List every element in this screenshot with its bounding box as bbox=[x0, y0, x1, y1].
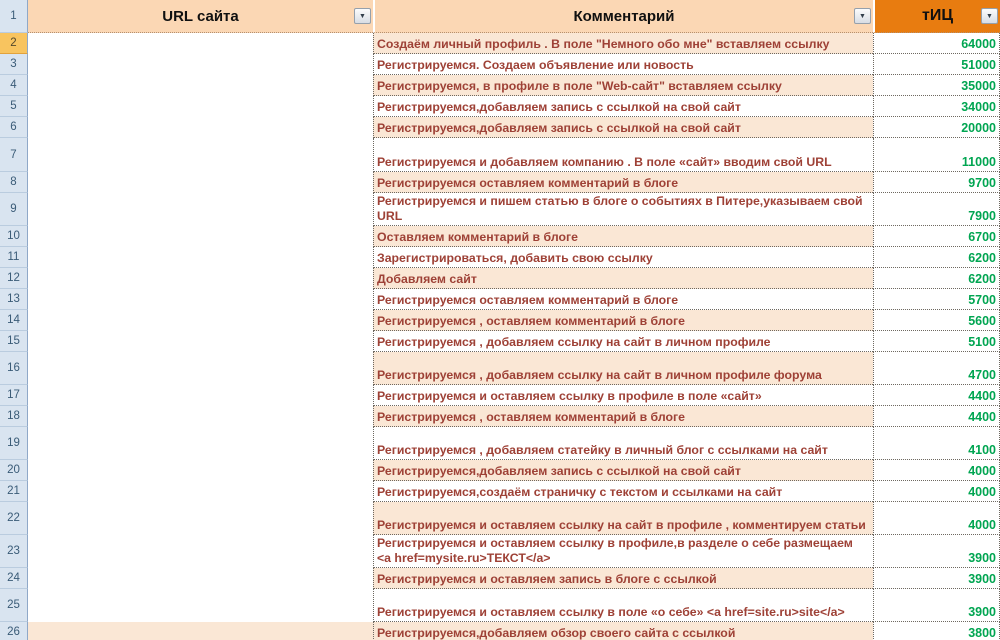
row-number[interactable]: 6 bbox=[0, 117, 28, 138]
url-cell[interactable] bbox=[28, 226, 373, 247]
row-number[interactable]: 3 bbox=[0, 54, 28, 75]
row-number[interactable]: 19 bbox=[0, 427, 28, 460]
comment-cell[interactable]: Регистрируемся и оставляем запись в блоге с ссылкой bbox=[373, 568, 873, 589]
url-cell[interactable] bbox=[28, 406, 373, 427]
comment-cell[interactable]: Регистрируемся и оставляем ссылку на сайт в профиле , комментируем статьи bbox=[373, 502, 873, 535]
comment-cell[interactable]: Регистрируемся и оставляем ссылку в профиле,в разделе о себе размещаем <a href=mysite.ru>ТЕКСТ</a> bbox=[373, 535, 873, 568]
table-row bbox=[0, 247, 1000, 268]
tic-cell[interactable]: 20000 bbox=[873, 117, 1000, 138]
url-cell[interactable] bbox=[28, 568, 373, 589]
url-cell[interactable] bbox=[28, 117, 373, 138]
url-cell[interactable] bbox=[28, 427, 373, 460]
tic-filter-button[interactable] bbox=[981, 8, 998, 24]
url-cell[interactable] bbox=[28, 33, 373, 54]
url-cell[interactable] bbox=[28, 54, 373, 75]
table-row bbox=[0, 385, 1000, 406]
table-row bbox=[0, 502, 1000, 535]
comment-cell[interactable]: Регистрируемся оставляем комментарий в блоге bbox=[373, 172, 873, 193]
tic-cell[interactable]: 3900 bbox=[873, 535, 1000, 568]
url-cell[interactable] bbox=[28, 589, 373, 622]
tic-cell[interactable]: 5700 bbox=[873, 289, 1000, 310]
tic-cell[interactable]: 5100 bbox=[873, 331, 1000, 352]
url-cell[interactable] bbox=[28, 96, 373, 117]
table-row bbox=[0, 289, 1000, 310]
row-number[interactable]: 21 bbox=[0, 481, 28, 502]
row-number[interactable]: 11 bbox=[0, 247, 28, 268]
url-cell[interactable] bbox=[28, 502, 373, 535]
tic-cell[interactable]: 5600 bbox=[873, 310, 1000, 331]
row-number[interactable]: 25 bbox=[0, 589, 28, 622]
column-header-tic[interactable] bbox=[873, 0, 1000, 33]
tic-cell[interactable]: 35000 bbox=[873, 75, 1000, 96]
comment-filter-button[interactable] bbox=[854, 8, 871, 24]
tic-cell[interactable]: 51000 bbox=[873, 54, 1000, 75]
row-number[interactable]: 20 bbox=[0, 460, 28, 481]
row-number[interactable]: 17 bbox=[0, 385, 28, 406]
table-row bbox=[0, 33, 1000, 54]
tic-cell[interactable]: 4100 bbox=[873, 427, 1000, 460]
tic-cell[interactable]: 6200 bbox=[873, 268, 1000, 289]
comment-cell[interactable]: Добавляем сайт bbox=[373, 268, 873, 289]
comment-cell[interactable]: Регистрируемся и оставляем ссылку в поле «о себе» <a href=site.ru>site</a> bbox=[373, 589, 873, 622]
url-cell[interactable] bbox=[28, 138, 373, 172]
row-number[interactable]: 15 bbox=[0, 331, 28, 352]
grid-body bbox=[0, 33, 1000, 640]
filter-dropdown-icon: ▼ bbox=[359, 13, 366, 20]
table-row bbox=[0, 427, 1000, 460]
url-cell[interactable] bbox=[28, 268, 373, 289]
tic-cell[interactable]: 3900 bbox=[873, 589, 1000, 622]
row-number[interactable]: 22 bbox=[0, 502, 28, 535]
comment-cell[interactable]: Регистрируемся,добавляем обзор своего сайта с ссылкой bbox=[373, 622, 873, 640]
tic-cell[interactable]: 11000 bbox=[873, 138, 1000, 172]
comment-cell[interactable]: Регистрируемся и оставляем ссылку в профиле в поле «сайт» bbox=[373, 385, 873, 406]
comment-cell[interactable]: Создаём личный профиль . В поле "Немного обо мне" вставляем ссылку bbox=[373, 33, 873, 54]
tic-cell[interactable]: 4400 bbox=[873, 385, 1000, 406]
comment-cell[interactable]: Регистрируемся , оставляем комментарий в блоге bbox=[373, 406, 873, 427]
table-row bbox=[0, 226, 1000, 247]
tic-cell[interactable]: 64000 bbox=[873, 33, 1000, 54]
header-row bbox=[0, 0, 1000, 33]
table-row bbox=[0, 193, 1000, 226]
table-row bbox=[0, 172, 1000, 193]
row-number[interactable]: 16 bbox=[0, 352, 28, 385]
row-number[interactable]: 23 bbox=[0, 535, 28, 568]
table-row bbox=[0, 535, 1000, 568]
column-header-comment[interactable] bbox=[373, 0, 873, 33]
table-row bbox=[0, 406, 1000, 427]
comment-cell[interactable]: Регистрируемся , добавляем ссылку на сайт в личном профиле bbox=[373, 331, 873, 352]
comment-cell[interactable]: Зарегистрироваться, добавить свою ссылку bbox=[373, 247, 873, 268]
table-row bbox=[0, 310, 1000, 331]
row-number[interactable]: 4 bbox=[0, 75, 28, 96]
row-number[interactable]: 18 bbox=[0, 406, 28, 427]
comment-cell[interactable]: Регистрируемся , добавляем ссылку на сайт в личном профиле форума bbox=[373, 352, 873, 385]
url-cell[interactable] bbox=[28, 481, 373, 502]
row-number[interactable]: 24 bbox=[0, 568, 28, 589]
tic-cell[interactable]: 6700 bbox=[873, 226, 1000, 247]
table-row bbox=[0, 568, 1000, 589]
comment-cell[interactable]: Регистрируемся оставляем комментарий в блоге bbox=[373, 289, 873, 310]
comment-cell[interactable]: Регистрируемся. Создаем объявление или новость bbox=[373, 54, 873, 75]
column-header-url[interactable] bbox=[28, 0, 373, 33]
table-row bbox=[0, 352, 1000, 385]
table-row bbox=[0, 331, 1000, 352]
row-number-header[interactable]: 1 bbox=[0, 0, 28, 33]
row-number[interactable]: 5 bbox=[0, 96, 28, 117]
url-cell[interactable] bbox=[28, 352, 373, 385]
tic-cell[interactable]: 4000 bbox=[873, 460, 1000, 481]
column-header-url-label: URL сайта bbox=[162, 7, 239, 25]
filter-dropdown-icon: ▼ bbox=[986, 13, 993, 20]
row-number[interactable]: 12 bbox=[0, 268, 28, 289]
row-number[interactable]: 26 bbox=[0, 622, 28, 640]
url-cell[interactable] bbox=[28, 247, 373, 268]
row-number[interactable]: 13 bbox=[0, 289, 28, 310]
table-row bbox=[0, 622, 1000, 640]
row-number[interactable]: 2 bbox=[0, 33, 28, 54]
row-number[interactable]: 8 bbox=[0, 172, 28, 193]
tic-cell[interactable]: 4000 bbox=[873, 481, 1000, 502]
tic-cell[interactable]: 6200 bbox=[873, 247, 1000, 268]
url-cell[interactable] bbox=[28, 460, 373, 481]
comment-cell[interactable]: Оставляем комментарий в блоге bbox=[373, 226, 873, 247]
url-cell[interactable] bbox=[28, 385, 373, 406]
tic-cell[interactable]: 3900 bbox=[873, 568, 1000, 589]
comment-cell[interactable]: Регистрируемся,добавляем запись с ссылкой на свой сайт bbox=[373, 460, 873, 481]
url-cell[interactable] bbox=[28, 310, 373, 331]
tic-cell[interactable]: 9700 bbox=[873, 172, 1000, 193]
comment-cell[interactable]: Регистрируемся , оставляем комментарий в блоге bbox=[373, 310, 873, 331]
table-row bbox=[0, 268, 1000, 289]
table-row bbox=[0, 75, 1000, 96]
url-cell[interactable] bbox=[28, 622, 373, 640]
table-row bbox=[0, 481, 1000, 502]
tic-cell[interactable]: 4000 bbox=[873, 502, 1000, 535]
url-cell[interactable] bbox=[28, 172, 373, 193]
table-row bbox=[0, 460, 1000, 481]
comment-cell[interactable]: Регистрируемся,добавляем запись с ссылкой на свой сайт bbox=[373, 96, 873, 117]
table-row bbox=[0, 54, 1000, 75]
comment-cell[interactable]: Регистрируемся и добавляем компанию . В поле «сайт» вводим свой URL bbox=[373, 138, 873, 172]
tic-cell[interactable]: 7900 bbox=[873, 193, 1000, 226]
table-row bbox=[0, 96, 1000, 117]
url-cell[interactable] bbox=[28, 193, 373, 226]
column-header-tic-label: тИЦ bbox=[921, 7, 954, 24]
row-number[interactable]: 7 bbox=[0, 138, 28, 172]
tic-cell[interactable]: 3800 bbox=[873, 622, 1000, 640]
table-row bbox=[0, 138, 1000, 172]
table-row bbox=[0, 589, 1000, 622]
comment-cell[interactable]: Регистрируемся,создаём страничку с текстом и ссылками на сайт bbox=[373, 481, 873, 502]
table-row bbox=[0, 117, 1000, 138]
filter-dropdown-icon: ▼ bbox=[859, 13, 866, 20]
url-cell[interactable] bbox=[28, 289, 373, 310]
url-cell[interactable] bbox=[28, 535, 373, 568]
row-number[interactable]: 10 bbox=[0, 226, 28, 247]
url-cell[interactable] bbox=[28, 331, 373, 352]
tic-cell[interactable]: 4400 bbox=[873, 406, 1000, 427]
url-cell[interactable] bbox=[28, 75, 373, 96]
comment-cell[interactable]: Регистрируемся, в профиле в поле "Web-сайт" вставляем ссылку bbox=[373, 75, 873, 96]
row-number[interactable]: 9 bbox=[0, 193, 28, 226]
row-number[interactable]: 14 bbox=[0, 310, 28, 331]
tic-cell[interactable]: 4700 bbox=[873, 352, 1000, 385]
tic-cell[interactable]: 34000 bbox=[873, 96, 1000, 117]
column-header-comment-label: Комментарий bbox=[573, 7, 675, 25]
comment-cell[interactable]: Регистрируемся , добавляем статейку в личный блог с ссылками на сайт bbox=[373, 427, 873, 460]
comment-cell[interactable]: Регистрируемся,добавляем запись с ссылкой на свой сайт bbox=[373, 117, 873, 138]
comment-cell[interactable]: Регистрируемся и пишем статью в блоге о событиях в Питере,указываем свой URL bbox=[373, 193, 873, 226]
url-filter-button[interactable] bbox=[354, 8, 371, 24]
